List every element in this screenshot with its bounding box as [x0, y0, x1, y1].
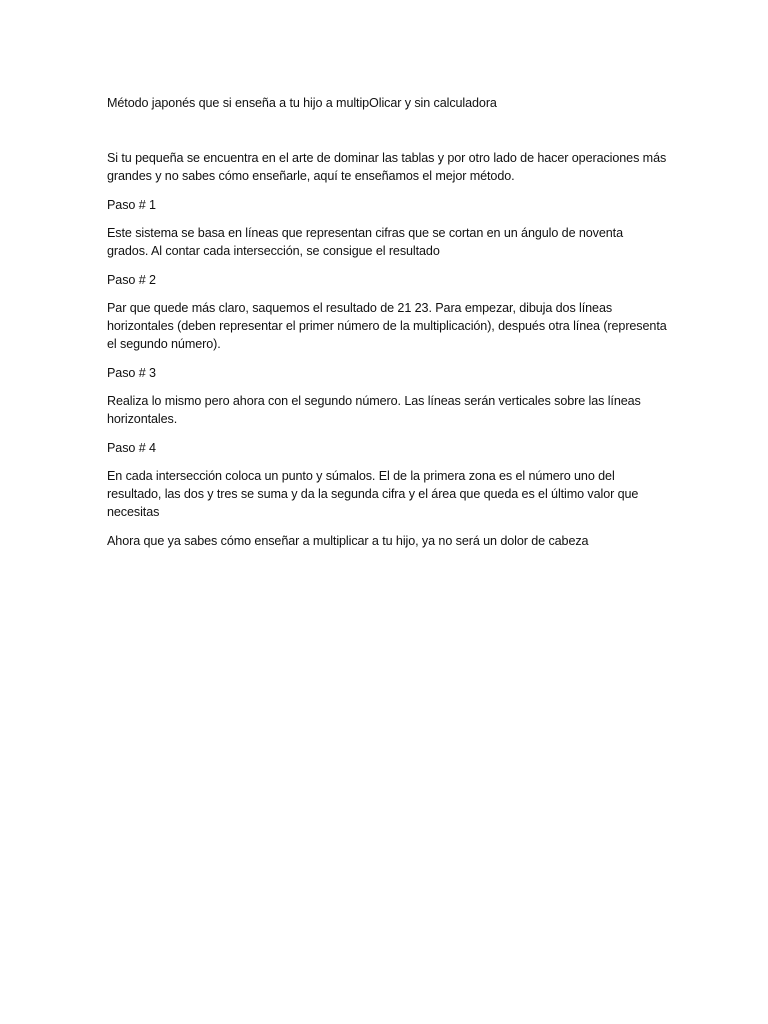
step-3-text: Realiza lo mismo pero ahora con el segundo número. Las líneas serán verticales sobre las líneas horizontales. [107, 394, 641, 426]
closing-paragraph: Ahora que ya sabes cómo enseñar a multiplicar a tu hijo, ya no será un dolor de cabeza [107, 534, 589, 548]
step-4-label: Paso # 4 [107, 441, 156, 455]
intro-paragraph: Si tu pequeña se encuentra en el arte de dominar las tablas y por otro lado de hacer operaciones más grandes y no sabes cómo enseñarle, aquí te enseñamos el mejor método. [107, 151, 667, 183]
step-1-label: Paso # 1 [107, 198, 156, 212]
step-2-text: Par que quede más claro, saquemos el resultado de 21 23. Para empezar, dibuja dos líneas horizontales (deben representar el primer número de la multiplicación), después otra línea (representa el segundo número). [107, 301, 667, 351]
step-1-text: Este sistema se basa en líneas que representan cifras que se cortan en un ángulo de noventa grados. Al contar cada intersección, se consigue el resultado [107, 226, 623, 258]
step-4-text: En cada intersección coloca un punto y súmalos. El de la primera zona es el número uno del resultado, las dos y tres se suma y da la segunda cifra y el área que queda es el último valor que necesitas [107, 469, 639, 519]
document-body [107, 94, 667, 561]
document-title: Método japonés que si enseña a tu hijo a multipOlicar y sin calculadora [107, 96, 497, 110]
step-3-label: Paso # 3 [107, 366, 156, 380]
step-2-label: Paso # 2 [107, 273, 156, 287]
